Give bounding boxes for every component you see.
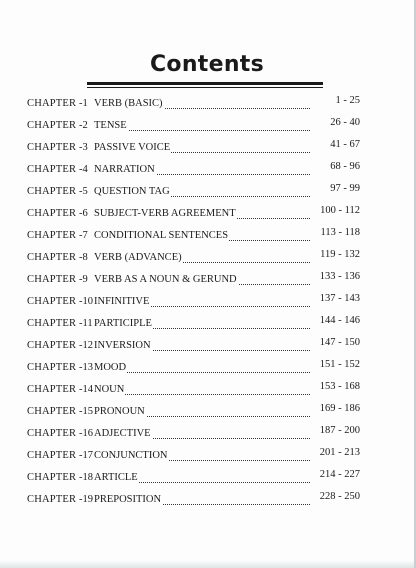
chapter-pages: 214 - 227 — [319, 469, 360, 480]
dot-leader — [94, 394, 310, 395]
chapter-label: CHAPTER — [27, 450, 77, 461]
toc-row[interactable] — [0, 360, 416, 376]
chapter-title-text: QUESTION TAG — [94, 184, 171, 200]
chapter-pages: 119 - 132 — [320, 249, 360, 260]
toc-row[interactable] — [0, 316, 416, 332]
chapter-number: -13 — [79, 362, 93, 373]
chapter-number: -17 — [79, 450, 93, 461]
chapter-label: CHAPTER — [27, 274, 77, 285]
chapter-title-text: VERB (BASIC) — [94, 96, 164, 112]
chapter-title-text: PREPOSITION — [94, 492, 162, 508]
chapter-pages: 153 - 168 — [319, 381, 360, 392]
chapter-title — [94, 448, 310, 464]
chapter-title-text: MOOD — [94, 360, 127, 376]
chapter-label: CHAPTER — [27, 142, 77, 153]
chapter-pages: 1 - 25 — [335, 95, 360, 106]
toc-row[interactable] — [0, 294, 416, 310]
chapter-title — [94, 470, 310, 486]
toc-row[interactable] — [0, 250, 416, 266]
toc-row[interactable] — [0, 448, 416, 464]
toc-row[interactable] — [0, 272, 416, 288]
chapter-title — [94, 140, 310, 156]
chapter-number: -9 — [79, 274, 88, 285]
toc-row[interactable] — [0, 404, 416, 420]
chapter-label: CHAPTER — [27, 384, 77, 395]
chapter-number: -2 — [79, 120, 88, 131]
chapter-label: CHAPTER — [27, 186, 77, 197]
chapter-pages: 26 - 40 — [330, 117, 360, 128]
chapter-title — [94, 404, 310, 420]
chapter-pages: 133 - 136 — [319, 271, 360, 282]
chapter-number: -6 — [79, 208, 88, 219]
chapter-label: CHAPTER — [27, 428, 77, 439]
chapter-number: -19 — [79, 494, 93, 505]
chapter-number: -12 — [79, 340, 93, 351]
toc-row[interactable] — [0, 470, 416, 486]
chapter-title — [94, 382, 310, 398]
chapter-title-text: VERB (ADVANCE) — [94, 250, 183, 266]
toc-row[interactable] — [0, 382, 416, 398]
chapter-number: -4 — [79, 164, 88, 175]
chapter-title — [94, 316, 310, 332]
chapter-pages: 41 - 67 — [330, 139, 360, 150]
title-rule-thin — [87, 87, 323, 88]
chapter-title — [94, 272, 310, 288]
chapter-number: -11 — [79, 318, 93, 329]
chapter-title — [94, 206, 310, 222]
chapter-pages: 187 - 200 — [319, 425, 360, 436]
chapter-label: CHAPTER — [27, 472, 77, 483]
chapter-label: CHAPTER — [27, 296, 77, 307]
chapter-pages: 151 - 152 — [319, 359, 360, 370]
chapter-label: CHAPTER — [27, 406, 77, 417]
chapter-pages: 68 - 96 — [330, 161, 360, 172]
chapter-title-text: PARTICIPLE — [94, 316, 153, 332]
chapter-number: -14 — [79, 384, 93, 395]
chapter-title-text: VERB AS A NOUN & GERUND — [94, 272, 238, 288]
chapter-label: CHAPTER — [27, 340, 77, 351]
chapter-title-text: INFINITIVE — [94, 294, 150, 310]
chapter-title-text: TENSE — [94, 118, 128, 134]
chapter-title — [94, 118, 310, 134]
chapter-label: CHAPTER — [27, 230, 77, 241]
toc-row[interactable] — [0, 118, 416, 134]
toc-row[interactable] — [0, 338, 416, 354]
chapter-title-text: SUBJECT-VERB AGREEMENT — [94, 206, 237, 222]
toc-row[interactable] — [0, 228, 416, 244]
chapter-label: CHAPTER — [27, 164, 77, 175]
chapter-pages: 201 - 213 — [319, 447, 360, 458]
toc-row[interactable] — [0, 140, 416, 156]
chapter-label: CHAPTER — [27, 494, 77, 505]
chapter-title — [94, 492, 310, 508]
toc-row[interactable] — [0, 96, 416, 112]
title-rule-thick — [87, 82, 323, 85]
toc-row[interactable] — [0, 162, 416, 178]
chapter-pages: 147 - 150 — [319, 337, 360, 348]
toc-row[interactable] — [0, 184, 416, 200]
chapter-number: -16 — [79, 428, 93, 439]
toc-row[interactable] — [0, 492, 416, 508]
chapter-title — [94, 162, 310, 178]
chapter-title — [94, 96, 310, 112]
chapter-label: CHAPTER — [27, 252, 77, 263]
chapter-pages: 228 - 250 — [319, 491, 360, 502]
chapter-number: -18 — [79, 472, 93, 483]
chapter-number: -8 — [79, 252, 88, 263]
chapter-pages: 144 - 146 — [319, 315, 360, 326]
chapter-number: -7 — [79, 230, 88, 241]
chapter-title — [94, 184, 310, 200]
chapter-title-text: INVERSION — [94, 338, 152, 354]
chapter-title — [94, 360, 310, 376]
chapter-number: -15 — [79, 406, 93, 417]
chapter-label: CHAPTER — [27, 98, 77, 109]
chapter-number: -1 — [79, 98, 88, 109]
chapter-label: CHAPTER — [27, 362, 77, 373]
chapter-title-text: ARTICLE — [94, 470, 139, 486]
chapter-number: -3 — [79, 142, 88, 153]
chapter-number: -10 — [79, 296, 93, 307]
chapter-title-text: NARRATION — [94, 162, 156, 178]
chapter-title-text: NOUN — [94, 382, 125, 398]
chapter-pages: 137 - 143 — [319, 293, 360, 304]
chapter-title-text: ADJECTIVE — [94, 426, 152, 442]
chapter-title-text: PASSIVE VOICE — [94, 140, 171, 156]
chapter-label: CHAPTER — [27, 318, 77, 329]
toc-row[interactable] — [0, 206, 416, 222]
chapter-title-text: PRONOUN — [94, 404, 146, 420]
chapter-label: CHAPTER — [27, 120, 77, 131]
chapter-title — [94, 228, 310, 244]
chapter-pages: 100 - 112 — [320, 205, 360, 216]
chapter-label: CHAPTER — [27, 208, 77, 219]
chapter-number: -5 — [79, 186, 88, 197]
chapter-title-text: CONJUNCTION — [94, 448, 169, 464]
page-edge — [0, 560, 414, 568]
chapter-title — [94, 294, 310, 310]
chapter-title — [94, 338, 310, 354]
chapter-title-text: CONDITIONAL SENTENCES — [94, 228, 229, 244]
chapter-pages: 113 - 118 — [320, 227, 360, 238]
toc-row[interactable] — [0, 426, 416, 442]
chapter-title — [94, 250, 310, 266]
chapter-pages: 97 - 99 — [330, 183, 360, 194]
page-title: Contents — [149, 52, 265, 77]
chapter-title — [94, 426, 310, 442]
chapter-pages: 169 - 186 — [319, 403, 360, 414]
